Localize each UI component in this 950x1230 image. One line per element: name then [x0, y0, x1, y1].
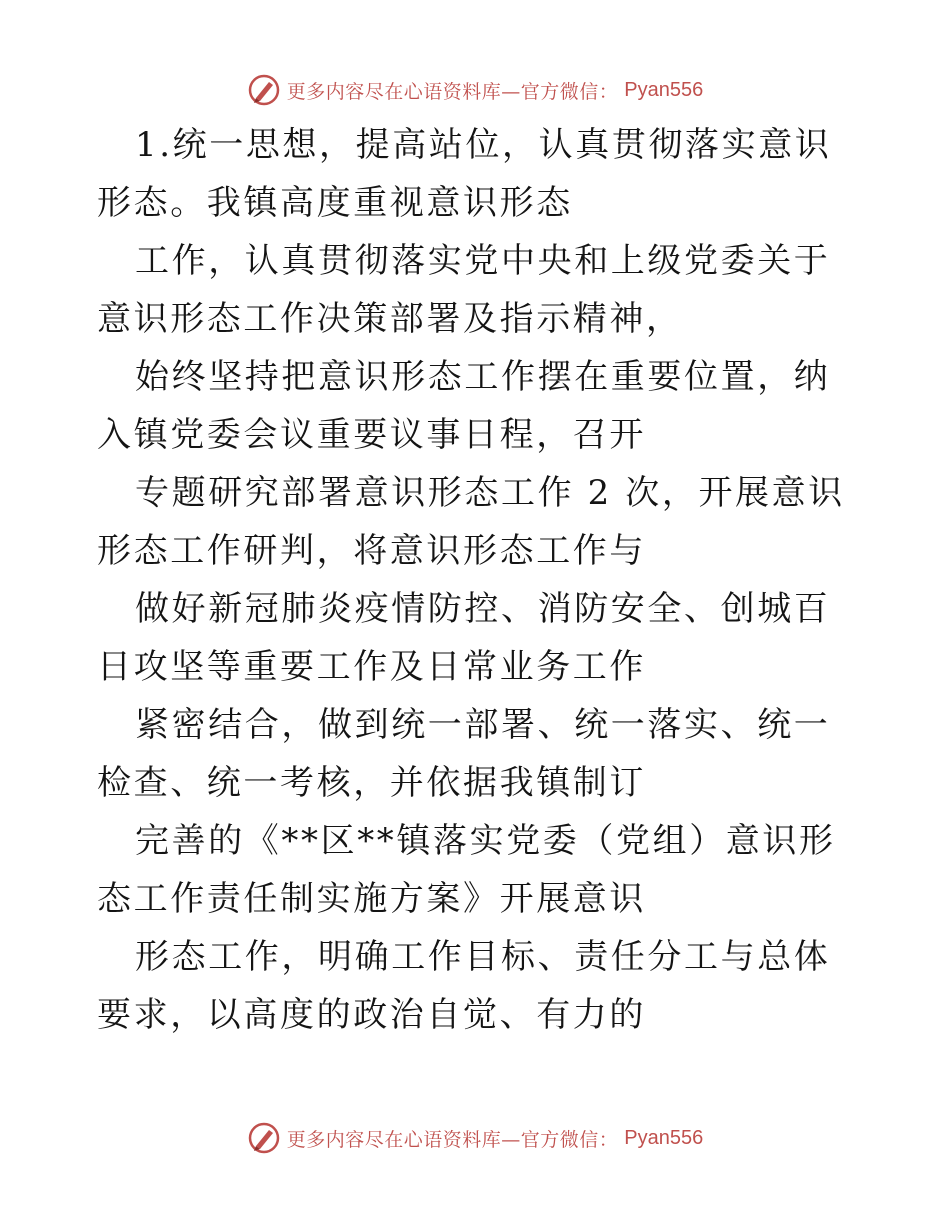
document-body [97, 116, 857, 1044]
paragraph-3: 始终坚持把意识形态工作摆在重要位置，纳入镇党委会议重要议事日程，召开 [97, 357, 831, 455]
watermark-text: 更多内容尽在心语资料库—官方微信： [286, 80, 619, 103]
paragraph-4: 专题研究部署意识形态工作 2 次，开展意识形态工作研判，将意识形态工作与 [97, 473, 845, 571]
paragraph-5: 做好新冠肺炎疫情防控、消防安全、创城百日攻坚等重要工作及日常业务工作 [97, 589, 831, 687]
paragraph-2: 工作，认真贯彻落实党中央和上级党委关于意识形态工作决策部署及指示精神， [97, 241, 831, 339]
watermark-wechat-id: Pyan556 [624, 78, 704, 101]
paragraph-6: 紧密结合，做到统一部署、统一落实、统一检查、统一考核，并依据我镇制订 [97, 705, 831, 803]
pen-logo-icon [247, 73, 281, 107]
paragraph-7: 完善的《**区**镇落实党委（党组）意识形态工作责任制实施方案》开展意识 [97, 821, 836, 919]
paragraph-1: 1.统一思想，提高站位，认真贯彻落实意识形态。我镇高度重视意识形态 [97, 125, 832, 223]
pen-logo-icon [247, 1121, 281, 1155]
paragraph-8: 形态工作，明确工作目标、责任分工与总体要求，以高度的政治自觉、有力的 [97, 937, 831, 1035]
watermark-text: 更多内容尽在心语资料库—官方微信： [286, 1128, 619, 1151]
footer-watermark [0, 1118, 950, 1158]
watermark-wechat-id: Pyan556 [624, 1126, 704, 1149]
header-watermark [0, 70, 950, 110]
